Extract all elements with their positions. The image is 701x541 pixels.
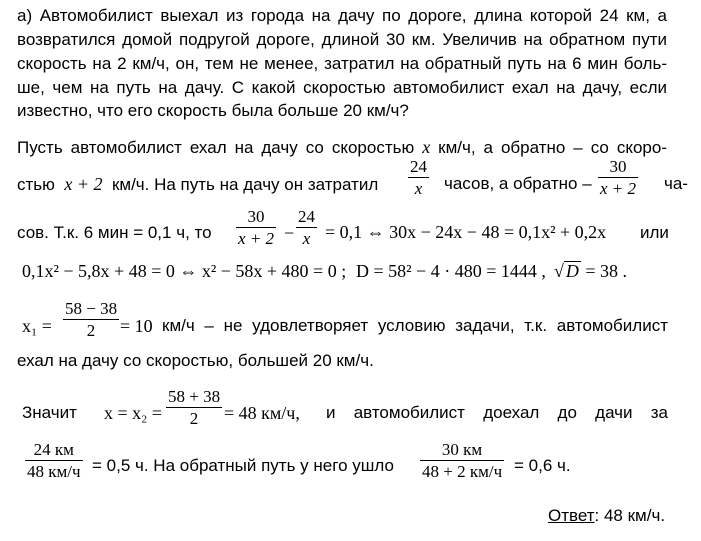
fraction-24-over-x-b: $\frac{24}{x}$ xyxy=(298,207,315,248)
discriminant: D = 58² − 4 · 480 = 1444 , xyxy=(356,261,546,281)
x1-text: км/ч – не удовлетворяет условию задачи, т.к. автомобилист xyxy=(162,316,668,335)
x1-text-line-2: ехал на дачу со скоростью, большей 20 км/ч. xyxy=(17,351,374,370)
fraction-30-over-x-plus-2: $\frac{30}{x + 2}$ xyxy=(600,157,637,198)
fraction-30-over-x-plus-2-b: $\frac{30}{x + 2}$ xyxy=(238,207,275,248)
fraction-x2: $\frac{58 + 38}{2}$ xyxy=(168,387,221,428)
minus-sign: − xyxy=(284,223,295,243)
solution-line-2-start: стью x + 2 км/ч. На путь на дачу он затратил xyxy=(17,174,379,194)
solution-line-3-start: сов. Т.к. 6 мин = 0,1 ч, то xyxy=(17,223,212,242)
solution-line-1: Пусть автомобилист ехал на дачу со скоростью x км/ч, а обратно – со скоро- xyxy=(17,137,667,157)
problem-line-2: возвратился домой подругой дороге, длиной 30 км. Увеличив на обратном пути xyxy=(17,30,667,49)
x2-value: = 48 км/ч, xyxy=(224,403,300,423)
fraction-x1: $\frac{58 - 38}{2}$ xyxy=(65,299,118,340)
x1-value: = 10 xyxy=(120,316,153,336)
problem-line-1: а) Автомобилист выехал из города на дачу по дороге, длина которой 24 км, а xyxy=(17,6,667,25)
x2-text: и автомобилист доехал до дачи за xyxy=(326,403,668,422)
solution-line-2-mid: часов, а обратно – xyxy=(444,174,592,193)
problem-line-5: известно, что его скорость была больше 20 км/ч? xyxy=(17,101,409,120)
answer-value: : 48 км/ч. xyxy=(594,506,666,525)
x2-label: x = x₂ = xyxy=(104,403,163,423)
x2-prefix: Значит xyxy=(22,403,77,422)
equation-30x-24x: = 0,1 ⇔ 30x − 24x − 48 = 0,1x² + 0,2x xyxy=(325,222,607,242)
quadratic-equation: 0,1x² − 5,8x + 48 = 0 ⇔ x² − 58x + 480 = 0 ; xyxy=(22,261,347,281)
sqrt-discriminant: √ D = 38 . xyxy=(554,261,628,281)
solution-line-3-end: или xyxy=(640,223,669,242)
problem-line-3: скорость на 2 км/ч, он, тем не менее, затратил на обратный путь на 6 мин боль- xyxy=(17,54,667,73)
fraction-time-to-dacha: 24 км 48 км/ч xyxy=(27,440,81,481)
time-return-value: = 0,6 ч. xyxy=(514,456,571,475)
fraction-24-over-x: $\frac{24}{x}$ xyxy=(410,157,427,198)
x1-label: x₁ = xyxy=(22,316,52,336)
fraction-time-return: 30 км 48 + 2 км/ч xyxy=(422,440,503,481)
answer-label: Ответ xyxy=(548,506,595,525)
solution-line-2-end: ча- xyxy=(664,174,688,193)
problem-line-4: ше, чем на путь на дачу. С какой скоростью автомобилист ехал на дачу, если xyxy=(17,78,667,97)
answer xyxy=(548,505,665,527)
time-to-dacha-value: = 0,5 ч. На обратный путь у него ушло xyxy=(92,456,394,475)
